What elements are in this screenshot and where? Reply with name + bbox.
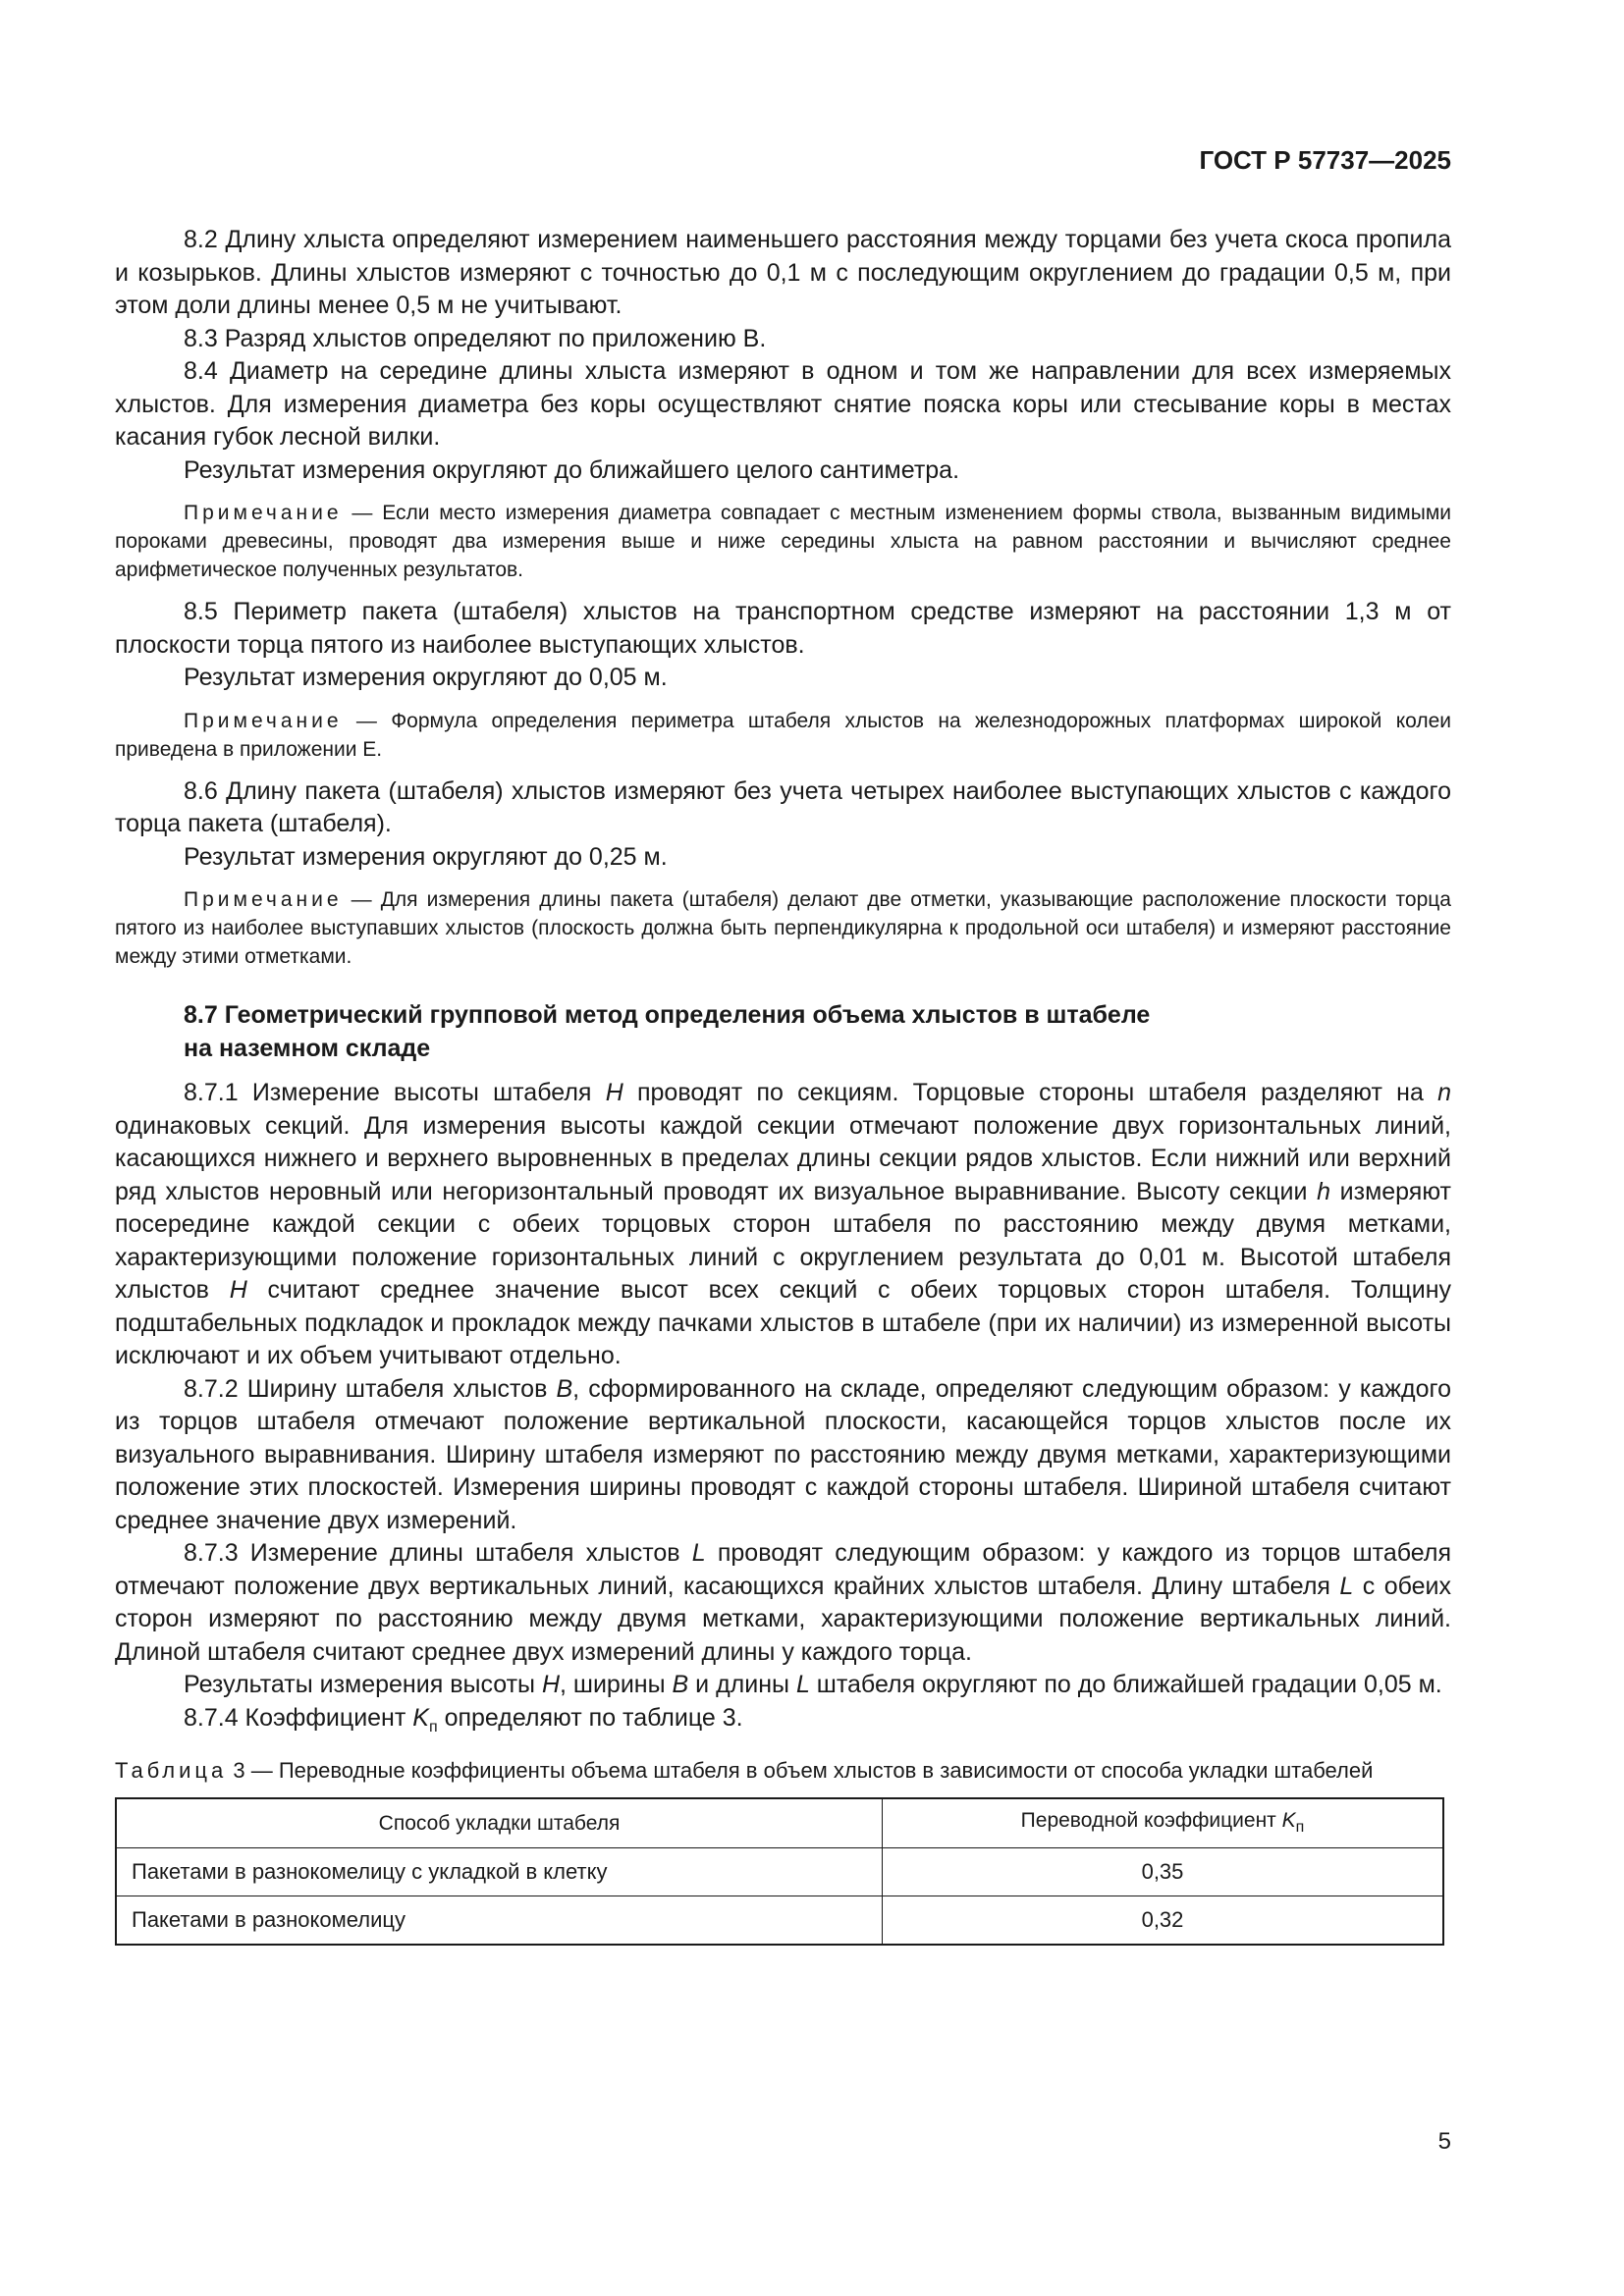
header-text: Переводной коэффициент xyxy=(1020,1809,1282,1833)
note-label: Примечание xyxy=(184,502,343,524)
heading-line-2: на наземном складе xyxy=(184,1035,431,1062)
subscript-p: п xyxy=(1295,1819,1305,1837)
table-row xyxy=(116,1896,1443,1946)
standard-designation: ГОСТ Р 57737—2025 xyxy=(1199,145,1451,175)
symbol-H: H xyxy=(541,1671,561,1698)
paragraph-8-7-1 xyxy=(115,1077,1451,1373)
symbol-H: H xyxy=(229,1276,247,1304)
paragraph-8-3: 8.3 Разряд хлыстов определяют по приложению В. xyxy=(184,324,767,352)
paragraph-8-5-result: Результат измерения округляют до 0,05 м. xyxy=(184,664,668,691)
symbol-h: h xyxy=(1317,1177,1330,1205)
note-3 xyxy=(115,885,1451,971)
symbol-B: B xyxy=(672,1671,689,1698)
text-run: штабеля округляют по до ближайшей градации 0,05 м. xyxy=(809,1671,1442,1698)
paragraph-8-7-2 xyxy=(115,1373,1451,1538)
section-heading-8-7 xyxy=(115,998,1451,1065)
text-run: измеряют посередине каждой секции с обеих торцовых сторон штабеля по расстоянию между двумя метками, характеризующими положение горизонтальных линий с округлением результата до 0,01 м. Высотой штабеля хлыстов xyxy=(115,1177,1451,1304)
table-3-caption xyxy=(115,1757,1451,1784)
note-2-text: — Формула определения периметра штабеля хлыстов на железнодорожных платформах широкой колеи приведена в приложении Е. xyxy=(115,709,1451,761)
cell-coefficient: 0,35 xyxy=(883,1848,1444,1896)
text-run: считают среднее значение высот всех секций с обеих торцовых сторон штабеля. Толщину подштабельных подкладок и прокладок между пачками хлыстов в штабеле (при их наличии) из измеренной высоты исключают и их объем учитывают отдельно. xyxy=(115,1276,1452,1369)
symbol-n: n xyxy=(1437,1079,1452,1106)
text-run: 8.7.1 Измерение высоты штабеля xyxy=(184,1079,606,1106)
page-number: 5 xyxy=(1437,2128,1451,2155)
table-label: Таблица xyxy=(115,1758,228,1783)
symbol-B: B xyxy=(556,1374,573,1403)
paragraph-8-4-result: Результат измерения округляют до ближайшего целого сантиметра. xyxy=(184,455,960,484)
table-row xyxy=(116,1848,1443,1896)
note-label: Примечание xyxy=(184,888,343,911)
paragraph-results xyxy=(115,1669,1451,1702)
text-run: 8.7.4 Коэффициент xyxy=(184,1703,413,1732)
column-header-method: Способ укладки штабеля xyxy=(116,1798,883,1848)
note-label: Примечание xyxy=(184,709,343,732)
cell-coefficient: 0,32 xyxy=(883,1896,1444,1946)
table-header-row xyxy=(116,1798,1443,1848)
paragraph-8-7-3 xyxy=(115,1537,1451,1669)
text-run: определяют по таблице 3. xyxy=(437,1703,743,1732)
note-2 xyxy=(115,707,1451,764)
symbol-L: L xyxy=(1339,1572,1354,1600)
cell-method: Пакетами в разнокомелицу с укладкой в клетку xyxy=(116,1848,883,1896)
column-header-coefficient xyxy=(883,1798,1444,1848)
note-1 xyxy=(115,499,1451,584)
symbol-L: L xyxy=(795,1671,810,1698)
page-content xyxy=(115,224,1451,1946)
paragraph-8-4: 8.4 Диаметр на середине длины хлыста измеряют в одном и том же направлении для всех измеряемых хлыстов. Для измерения диаметра без коры осуществляют снятие пояска коры или стесывание коры в местах касания губок лесной вилки. xyxy=(115,357,1451,451)
subscript-p: п xyxy=(428,1718,438,1735)
text-run: проводят по секциям. Торцовые стороны штабеля разделяют на xyxy=(623,1079,1438,1106)
text-run: , сформированного на складе, определяют следующим образом: у каждого из торцов штабеля отмечают положение вертикальной плоскости, касающейся торцов хлыстов после их визуального выравнивания. Ширину штабеля измеряют по расстоянию между двумя метками, характеризующими положение этих плоскостей. Измерения ширины проводят с каждой стороны штабеля. Шириной штабеля считают среднее значение двух измерений. xyxy=(115,1374,1451,1534)
paragraph-8-5: 8.5 Периметр пакета (штабеля) хлыстов на транспортном средстве измеряют на расстоянии 1,3 м от плоскости торца пятого из наиболее выступающих хлыстов. xyxy=(115,598,1451,659)
note-3-text: — Для измерения длины пакета (штабеля) делают две отметки, указывающие расположение плоскости торца пятого из наиболее выступавших хлыстов (плоскость должна быть перпендикулярна к продольной оси штабеля) и измеряют расстояние между этими отметками. xyxy=(115,888,1451,968)
paragraph-8-2: 8.2 Длину хлыста определяют измерением наименьшего расстояния между торцами без учета скоса пропила и козырьков. Длины хлыстов измеряют с точностью до 0,1 м с последующим округлением до градации 0,5 м, при этом доли длины менее 0,5 м не учитывают. xyxy=(115,226,1451,319)
text-run: , ширины xyxy=(560,1671,673,1698)
text-run: одинаковых секций. Для измерения высоты каждой секции отмечают положение двух горизонтальных линий, касающихся нижнего и верхнего выровненных в пределах длины секции рядов хлыстов. Если нижний или верхний ряд хлыстов неровный или негоризонтальный проводят их визуальное выравнивание. Высоту секции xyxy=(115,1111,1451,1205)
text-run: 8.7.3 Измерение длины штабеля хлыстов xyxy=(184,1539,692,1567)
paragraph-8-6: 8.6 Длину пакета (штабеля) хлыстов измеряют без учета четырех наиболее выступающих хлыстов с каждого торца пакета (штабеля). xyxy=(115,776,1451,837)
text-run: с обеих сторон измеряют по расстоянию между двумя метками, характеризующими положение вертикальных линий. Длиной штабеля считают среднее двух измерений длины у каждого торца. xyxy=(115,1572,1452,1666)
paragraph-8-6-result: Результат измерения округляют до 0,25 м. xyxy=(184,842,668,871)
text-run: Результаты измерения высоты xyxy=(184,1671,542,1698)
note-1-text: — Если место измерения диаметра совпадает с местным изменением формы ствола, вызванным видимыми пороками древесины, проводят два измерения выше и ниже середины хлыста на равном расстоянии и вычисляют среднее арифметическое полученных результатов. xyxy=(115,502,1451,581)
text-run: проводят следующим образом: у каждого из торцов штабеля отмечают положение двух вертикальных линий, касающихся крайних хлыстов штабеля. Длину штабеля xyxy=(115,1539,1451,1600)
symbol-H: H xyxy=(605,1079,623,1106)
table-3 xyxy=(115,1797,1444,1946)
table-caption-text: 3 — Переводные коэффициенты объема штабеля в объем хлыстов в зависимости от способа укладки штабелей xyxy=(227,1758,1374,1783)
text-run: 8.7.2 Ширину штабеля хлыстов xyxy=(184,1374,557,1403)
heading-line-1: 8.7 Геометрический групповой метод определения объема хлыстов в штабеле xyxy=(184,1001,1151,1029)
text-run: и длины xyxy=(688,1671,796,1698)
symbol-K: K xyxy=(412,1703,429,1732)
symbol-K: K xyxy=(1281,1809,1296,1833)
cell-method: Пакетами в разнокомелицу xyxy=(116,1896,883,1946)
symbol-L: L xyxy=(691,1539,706,1567)
paragraph-8-7-4 xyxy=(115,1702,1451,1744)
